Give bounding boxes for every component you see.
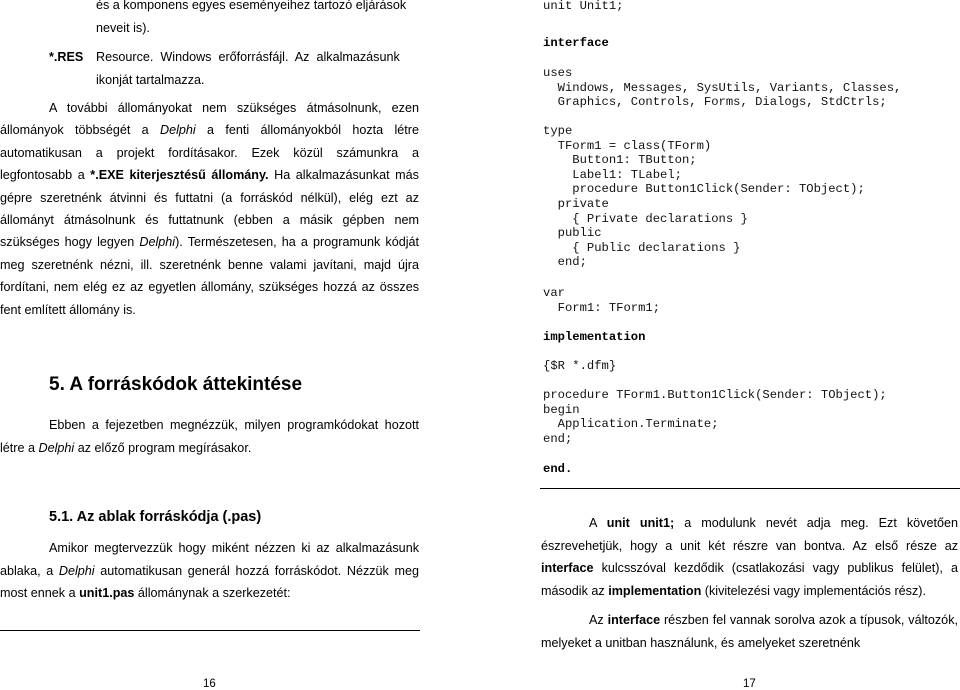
unit-file-name: unit1.pas xyxy=(79,586,135,600)
unit-explanation-paragraph: A unit unit1; a modulunk nevét adja meg. Ezt követően észrevehetjük, hogy a unit két részre van bontva. Az első része az interface kulcsszóval kezdődik (csatlakozási vagy publikus felület), a második az implementation (kivitelezési vagy implementációs rész). xyxy=(541,516,958,598)
interface-keyword: interface xyxy=(541,561,594,575)
res-item-description xyxy=(96,46,418,91)
left-page-number: 16 xyxy=(203,678,216,690)
implementation-keyword: implementation xyxy=(608,583,702,598)
res-item-line-1: Resource. Windows erőforrásfájl. Az alkalmazásunk xyxy=(96,50,400,64)
exe-extension: *.EXE xyxy=(90,168,124,183)
res-item-label: *.RES xyxy=(49,50,84,64)
code-type-block: type TForm1 = class(TForm) Button1: TButton; Label1: TLabel; procedure Button1Click(Sender: TObject); private { Private declarations } public { Public declarations } end; xyxy=(543,124,865,270)
code-end-keyword: end. xyxy=(543,462,573,476)
code-procedure-block: procedure TForm1.Button1Click(Sender: TObject); begin Application.Terminate; end; xyxy=(543,388,887,446)
interface-keyword: interface xyxy=(607,613,661,627)
res-item-line-2: ikonját tartalmazza. xyxy=(96,72,205,87)
section-5-paragraph: Ebben a fejezetben megnézzük, milyen programkódokat hozott létre a Delphi az előző program megírásakor. xyxy=(0,418,419,455)
code-unit-line: unit Unit1; xyxy=(543,0,624,13)
code-resource-directive: {$R *.dfm} xyxy=(543,359,617,373)
section-5-1-heading: 5.1. Az ablak forráskódja (.pas) xyxy=(49,509,262,525)
interface-explanation-paragraph: Az interface részben fel vannak sorolva azok a típusok, változók, melyeket a unitban használunk, és amelyeket szeretnénk xyxy=(541,613,958,650)
code-uses-block: uses Windows, Messages, SysUtils, Variants, Classes, Graphics, Controls, Forms, Dialogs, StdCtrls; xyxy=(543,66,902,110)
left-code-frame-line xyxy=(0,630,420,631)
right-page-number: 17 xyxy=(743,678,756,690)
delphi-term: Delphi xyxy=(139,235,176,250)
delphi-term: Delphi xyxy=(58,563,95,578)
top-line-1: és a komponens egyes eseményeihez tartozó eljárások xyxy=(96,0,407,12)
unit-keyword: unit unit1; xyxy=(606,516,675,530)
intro-paragraph: A további állományokat nem szükséges átmásolnunk, ezen állományok többségét a Delphi a fenti állományokból hozta létre automatikusan a projekt fordításakor. Ezek közül számunkra a legfontosabb a *.EXE kiterjesztésű állomány. Ha alkalmazásunkat más gépre szeretnénk átvinni és futtatni (a forráskód nélkül), elég ezt az állományt átmásolnunk és futtatnunk (ebben a másik gépben nem szükséges hogy legyen Delphi). Természetesen, ha a programunk kódját meg szeretnénk nézni, ill. szeretnénk benne valami javítani, majd újra fordítani, nem elég ez az egyetlen állomány, szükséges hozzá az összes fent említett állomány is. xyxy=(0,101,420,317)
code-implementation-keyword: implementation xyxy=(543,330,646,344)
right-code-frame-line xyxy=(540,488,960,489)
section-5-1-paragraph: Amikor megtervezzük hogy miként nézzen ki az alkalmazásunk ablaka, a Delphi automatikusan generál hozzá forráskódot. Nézzük meg most ennek a unit1.pas állománynak a szerkezetét: xyxy=(0,541,419,600)
delphi-term: Delphi xyxy=(160,123,196,138)
top-continuation xyxy=(96,0,426,39)
code-var-block: var Form1: TForm1; xyxy=(543,286,661,315)
code-interface-keyword: interface xyxy=(543,36,609,50)
top-line-2: neveit is). xyxy=(96,20,150,35)
section-5-heading: 5. A forráskódok áttekintése xyxy=(49,374,303,395)
delphi-term: Delphi xyxy=(38,440,75,455)
